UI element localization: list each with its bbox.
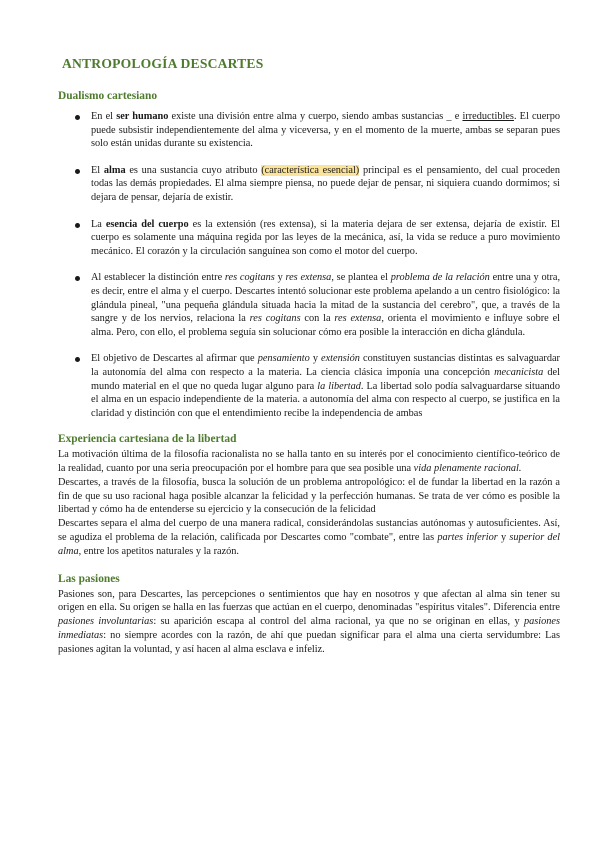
bullet-item-objetivo: El objetivo de Descartes al afirmar que pensamiento y extensión constituyen sustancias distintas es salvaguardar la autonomía del alma con respecto a la materia. La ciencia clásica imponía una concepción mecanicista del mundo material en el que no queda lugar alguno para la libertad. La libertad solo podía salvaguardarse situando el alma en un espacio independiente de la materia. a autonomía del alma con respecto al cuerpo, se justifica en la claridad y distinción con que el entendimiento recibe la independencia de ambas: [58, 352, 560, 420]
bullet-dot-icon: [75, 169, 80, 174]
bullet-dot-icon: [75, 276, 80, 281]
section-dualismo: [58, 90, 560, 420]
bullet-item-relacion: Al establecer la distinción entre res cogitans y res extensa, se plantea el problema de la relación entre una y otra, es decir, entre el alma y el cuerpo. Descartes intentó solucionar este problema apelando a un centro fisiológico: la glándula pineal, "una pequeña glándula situada hacia la mitad de la sustancia del cerebro", que, a través de la sangre y de los nervios, relaciona la res cogitans con la res extensa, orienta el movimiento e influye sobre el alma. Pero, con ello, el problema seguía sin solucionar cómo era posible la interacción en dicha glándula.: [58, 271, 560, 339]
paragraph-pasiones: Pasiones son, para Descartes, las percepciones o sentimientos que hay en nosotros y que afectan al alma sin tener su origen en ella. Su origen se halla en las fuerzas que actúan en el cuerpo, denominadas "espíritus vitales". Diferencia entre pasiones involuntarias: su aparición escapa al control del alma racional, ya que no se originan en ellas, y pasiones inmediatas: no siempre acordes con la razón, de ahí que puedan significar para el alma una cierta servidumbre: Las pasiones agitan la voluntad, y así hacen al alma esclava e infeliz.: [58, 588, 560, 655]
bullet-dot-icon: [75, 357, 80, 362]
paragraph-separacion: Descartes separa el alma del cuerpo de una manera radical, considerándolas sustancias autónomas y autosuficientes. Así, se agudiza el problema de la relación, calificada por Descartes como "combate", entre las partes inferior y superior del alma, entre los apetitos naturales y la razón.: [58, 518, 561, 557]
paragraph-motivacion: La motivación última de la filosofía racionalista no se halla tanto en su interés por el conocimiento científico-teórico de la realidad, cuanto por una seria preocupación por el hombre para que sea posible una vida plenamente racional.: [58, 449, 560, 475]
section-heading-dualismo: Dualismo cartesiano: [58, 90, 158, 102]
page-title: ANTROPOLOGÍA DESCARTES: [62, 56, 264, 71]
bullet-dot-icon: [75, 223, 80, 228]
section-heading-pasiones: Las pasiones: [58, 572, 120, 585]
bullet-dot-icon: [75, 115, 80, 120]
bullet-item-alma: El alma es una sustancia cuyo atributo (característica esencial) principal es el pensamiento, del cual proceden todas las demás propiedades. El alma siempre piensa, no puede dejar de pensar, ni siquiera cuando dormimos; si dejara de pensar, dejaría de existir.: [58, 164, 560, 205]
highlighted-text: (característica esencial): [261, 164, 360, 176]
section-heading-libertad: Experiencia cartesiana de la libertad: [58, 433, 237, 446]
bullet-item-esencia-cuerpo: La esencia del cuerpo es la extensión (res extensa), si la materia dejara de ser extensa, dejaría de existir. El cuerpo es solamente una máquina regida por las leyes de la mecánica, así, la vida se reduce a puro movimiento mecánico. El corazón y la circulación sanguínea son como el motor del cuerpo.: [58, 218, 560, 259]
bullet-item-ser-humano: En el ser humano existe una división entre alma y cuerpo, siendo ambas sustancias _ e irreductibles. El cuerpo puede subsistir independientemente del alma y viceversa, y en el momento de la muerte, ambas se separan pues solo están unidas durante su existencia.: [58, 110, 560, 151]
bullet-list: [58, 110, 560, 420]
section-pasiones: [58, 573, 560, 657]
section-libertad: [58, 433, 560, 558]
paragraph-solucion: Descartes, a través de la filosofía, busca la solución de un problema antropológico: el de fundar la libertad en la razón a fin de que su uso racional haga posible alcanzar la felicidad y la perfección humanas. Se trata de ver cómo es posible la libertad y cómo ha de entenderse su ejercicio y la consecución de la felicidad: [58, 476, 560, 516]
